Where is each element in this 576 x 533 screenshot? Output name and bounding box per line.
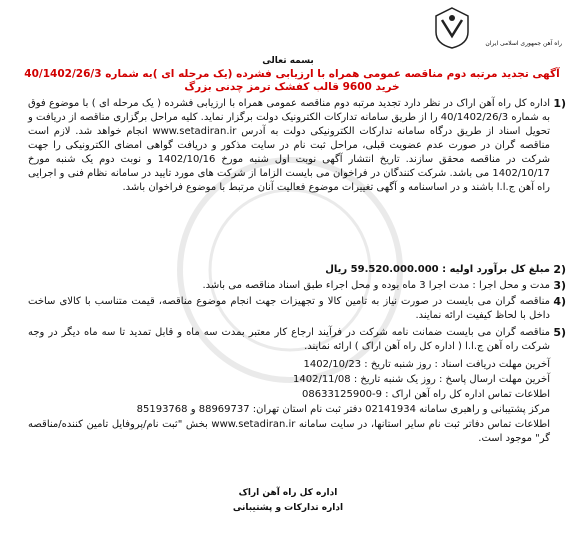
support-info: مرکز پشتیبانی و راهبری سامانه 02141934 دفتر ثبت نام استان تهران: 88969737 و 85193768 (136, 404, 550, 415)
item-paragraph: مناقصه گران می بایست در صورت نیاز به تامین کالا و تجهیزات جهت انجام موضوع مناقصه، قیمت متناسب با کالای ساخت داخل با لحاظ کیفیت ارائه نمایند. (28, 296, 550, 321)
notice-title: آگهی تجدید مرتبه دوم مناقصه عمومی همراه با ارزیابی فشرده (یک مرحله ای )به شماره 40/1402/26/3 خرید 9600 قالب کفشک ترمز چدنی بزرگ (24, 68, 560, 93)
deadline-submit: آخرین مهلت ارسال پاسخ : روز یک شنبه تاریخ : 1402/11/08 (293, 374, 550, 385)
footer-org: اداره کل راه آهن اراک (238, 488, 338, 498)
item-paragraph: مناقصه گران می بایست ضمانت نامه شرکت در فرآیند ارجاع کار معتبر بمدت سه ماه و قابل تمدید تا سه ماه دیگر در وجه شرکت راه آهن ج.ا.ا ( اداره کل راه آهن اراک ) ارائه نمایند. (28, 327, 550, 352)
item-paragraph: مبلغ کل برآورد اولیه : 59.520.000.000 ریال (325, 264, 550, 275)
contact-info: اطلاعات تماس اداره کل راه آهن اراک : 9-08633125900 (302, 389, 550, 400)
item-number: 5) (553, 326, 566, 339)
railway-logo-icon (432, 6, 472, 50)
item-number: 4) (553, 295, 566, 308)
signup-info: اطلاعات تماس دفاتر ثبت نام سایر استانها، در سایت سامانه www.setadiran.ir بخش "ثبت نام/پروفایل تامین کننده/مناقصه گر" موجود است. (28, 419, 550, 444)
header (362, 6, 562, 54)
org-name: راه آهن جمهوری اسلامی ایران (485, 40, 562, 47)
deadline-docs: آخرین مهلت دریافت اسناد : روز شنبه تاریخ : 1402/10/23 (303, 359, 550, 370)
item-number: 3) (553, 279, 566, 292)
item-paragraph: اداره کل راه آهن اراک در نظر دارد تجدید مرتبه دوم مناقصه عمومی همراه با ارزیابی فشرده ( یک مرحله ای ) با موضوع فوق به شماره 40/1402/26/3 را از طریق سامانه تدارکات الکترونیک دولت برگزار نماید. کلیه مراحل برگزاری مناقصه از دریافت و تحویل اسناد از طریق درگاه سامانه تدارکات الکترونیکی دولت به آدرس www.setadiran.ir انجام خواهد شد. لازم است مناقصه گران در صورت عدم عضویت قبلی، مراحل ثبت نام در سایت مذکور و دریافت گواهی امضای الکترونیکی را جهت شرکت در مناقصه محقق سازند. تاریخ انتشار آگهی نوبت اول شنبه مورخ 1402/10/16 و نوبت دوم یک شنبه مورخ 1402/10/17 می باشد. شرکت کنندگان در فراخوان می بایست الزاما از شرکت های مورد تایید در سامانه نظام فنی و اجرایی راه آهن ج.ا.ا باشند و در اساسنامه و آگهی تغییرات موضوع فعالیت آنان مرتبط با موضوع فراخوان باشد. (28, 98, 551, 193)
item-paragraph: مدت و محل اجرا : مدت اجرا 3 ماه بوده و محل اجراء طبق اسناد مناقصه می باشد. (202, 280, 550, 291)
item-number: 2) (553, 263, 566, 276)
bismillah: بسمه تعالی (262, 56, 314, 66)
item-number: 1) (553, 97, 566, 110)
footer-dept: اداره تدارکات و پشتیبانی (232, 503, 344, 513)
